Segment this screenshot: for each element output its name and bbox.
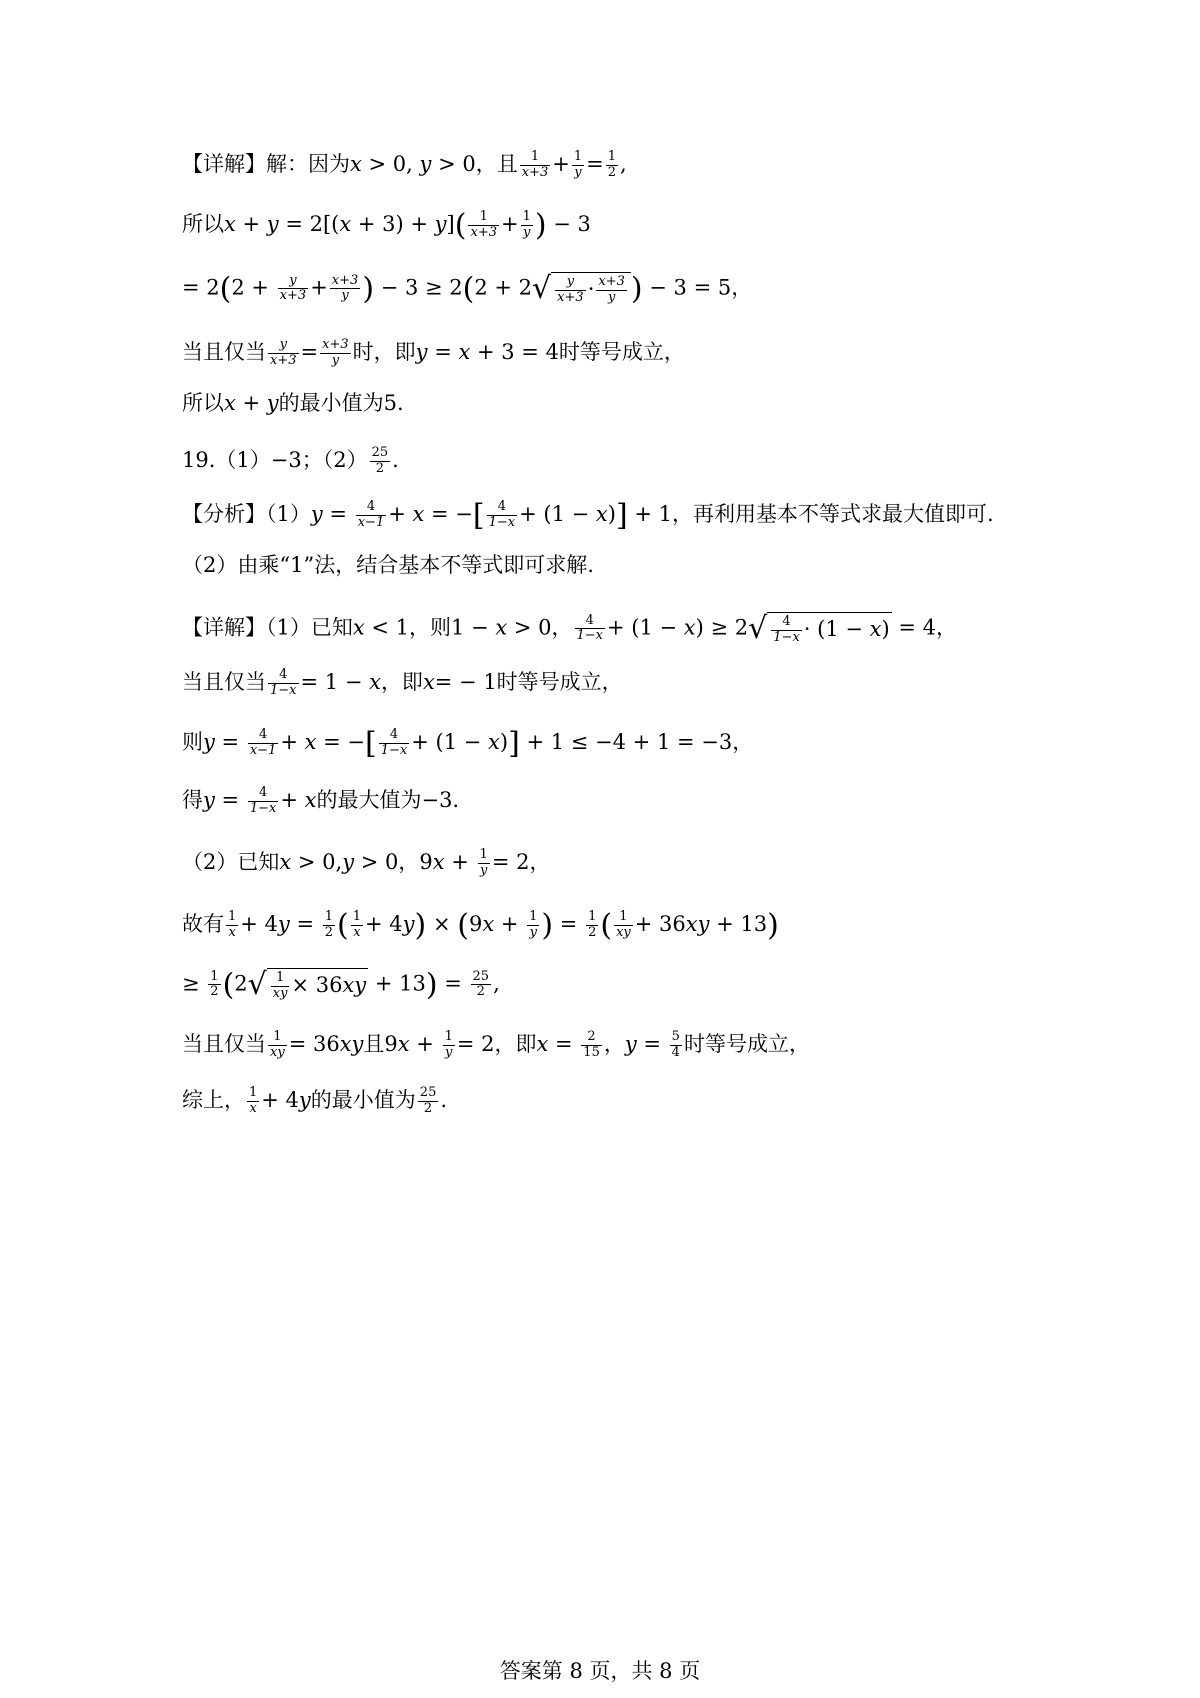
line-prefix: 得: [182, 787, 203, 812]
line-suffix: 的最大值为−3.: [316, 787, 460, 812]
line-prefix: 19.（1）−3；（2）: [182, 447, 368, 472]
text-line: 当且仅当 $\frac{1}{xy}$ = 36xy且9x + $\frac{1}{y}$ = 2，即x = $\frac{2}{15}$ ，y = $\frac{5}{4}$ 时等号成立，: [182, 1029, 810, 1060]
text-line: 则y = $\frac{4}{x-1}$ + x = −[ $\frac{4}{1-x}$ + (1 − x)] + 1 ≤ −4 + 1 = −3，: [182, 725, 754, 761]
text-line: （2）由乘“1”法，结合基本不等式即可求解.: [182, 553, 594, 577]
line-prefix: （2）已知: [182, 849, 280, 874]
page-footer: 答案第 8 页，共 8 页: [499, 1659, 701, 1683]
text-line: = 2(2 + $\frac{y}{x+3}$ + $\frac{x+3}{y}$ ) − 3 ≥ 2(2 + 2√ $\frac{y}{x+3}$ · $\frac{x+3}{y}$ ) − 3 = 5，: [182, 270, 753, 307]
text-line: 当且仅当 $\frac{4}{1-x}$ = 1 − x，即x= − 1时等号成立，: [182, 667, 623, 698]
text-line: ≥ $\frac{1}{2}$ (2√ $\frac{1}{xy}$ × 36xy + 13) = $\frac{25}{2}$ ,: [182, 966, 500, 1003]
text-line: 所以x + y = 2[(x + 3) + y]( $\frac{1}{x+3}$ + $\frac{1}{y}$ ) − 3: [182, 207, 591, 243]
text-line: （2）已知x > 0,y > 0，9x + $\frac{1}{y}$ = 2，: [182, 847, 551, 878]
text-line: 【分析】（1）y = $\frac{4}{x-1}$ + x = −[ $\frac{4}{1-x}$ + (1 − x)] + 1，再利用基本不等式求最大值即可.: [182, 497, 994, 533]
text-line: 当且仅当 $\frac{y}{x+3}$ = $\frac{x+3}{y}$ 时，即y = x + 3 = 4时等号成立，: [182, 337, 685, 368]
text-line: 综上， $\frac{1}{x}$ + 4y的最小值为 $\frac{25}{2}$ .: [182, 1085, 448, 1116]
text-line: 【详解】解：因为x > 0, y > 0，且 $\frac{1}{x+3}$ + $\frac{1}{y}$ = $\frac{1}{2}$ ,: [182, 149, 627, 180]
line-prefix: 综上，: [182, 1087, 245, 1112]
line-prefix: 【分析】（1）: [182, 501, 311, 526]
line-prefix: 所以: [182, 391, 224, 415]
line-prefix: 所以: [182, 211, 224, 236]
line-prefix: 【详解】解：因为: [182, 151, 350, 176]
line-prefix: 当且仅当: [182, 669, 266, 694]
text-line: 得y = $\frac{4}{1-x}$ + x的最大值为−3.: [182, 785, 460, 816]
line-prefix: 故有: [182, 911, 224, 936]
text-line: 【详解】（1）已知x < 1，则1 − x > 0， $\frac{4}{1-x}$ + (1 − x) ≥ 2√ $\frac{4}{1-x}$ · (1 − x) = 4，: [182, 610, 957, 646]
line-suffix: 的最小值为5.: [278, 391, 404, 415]
line-prefix: 当且仅当: [182, 339, 266, 364]
line-prefix: 【详解】（1）已知: [182, 615, 353, 640]
line-prefix: 则: [182, 729, 203, 754]
text-line: 19.（1）−3；（2） $\frac{25}{2}$ .: [182, 445, 399, 476]
line-suffix: ，再利用基本不等式求最大值即可.: [671, 501, 994, 526]
text-line: 所以x + y的最小值为5.: [182, 391, 404, 415]
line-prefix: 当且仅当: [182, 1031, 266, 1056]
text-line: 故有 $\frac{1}{x}$ + 4y = $\frac{1}{2}$ ( $\frac{1}{x}$ + 4y) × (9x + $\frac{1}{y}$ ) = $\frac{1}{2}$ ( $\frac{1}{xy}$ + 36xy + 13): [182, 907, 779, 943]
